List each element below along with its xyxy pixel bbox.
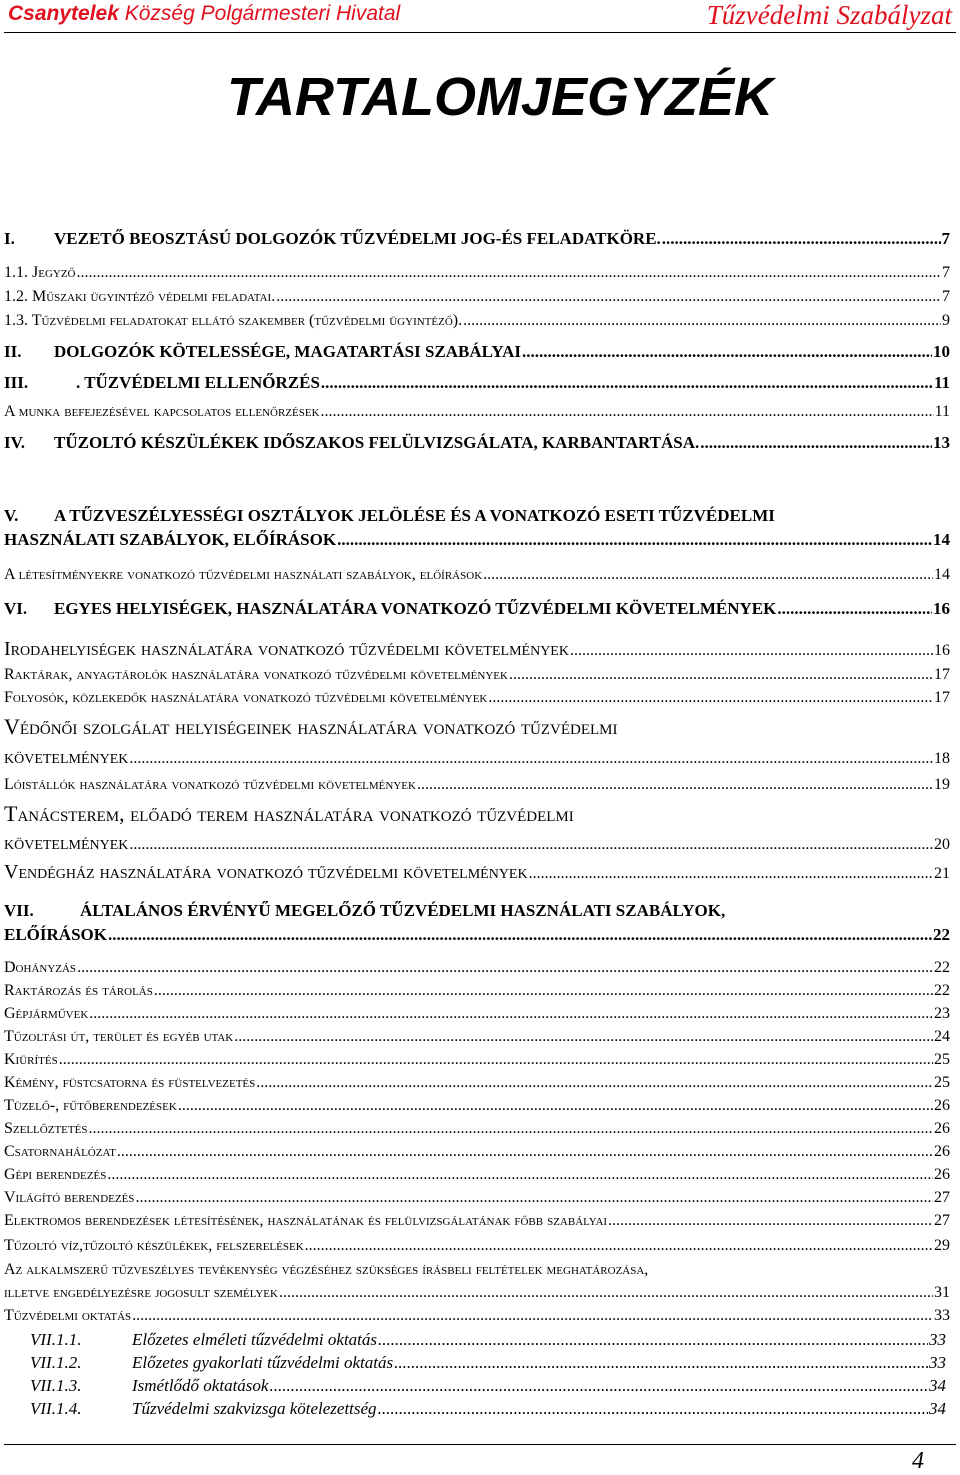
toc-entry[interactable]: Dohányzás ..... 22: [4, 959, 950, 977]
header-document-title: Tűzvédelmi Szabályzat: [706, 0, 952, 30]
header-organization: Csanytelek Község Polgármesteri Hivatal: [8, 2, 401, 25]
toc-entry[interactable]: 1.3. Tűzvédelmi feladatokat ellátó szakember (tűzvédelmi ügyintéző). ..... 9: [4, 312, 950, 330]
toc-entry[interactable]: HASZNÁLATI SZABÁLYOK, ELŐÍRÁSOK ..... 14: [4, 530, 950, 550]
page-number: 4: [912, 1448, 924, 1474]
toc-entry[interactable]: Raktározás és tárolás ..... 22: [4, 982, 950, 1000]
toc-entry[interactable]: Vendégház használatára vonatkozó tűzvédelmi követelmények ..... 21: [4, 861, 950, 884]
toc-entry[interactable]: követelmények ..... 18: [4, 746, 950, 769]
toc-entry[interactable]: III. . TŰZVÉDELMI ELLENŐRZÉS ..... 11: [4, 373, 950, 393]
toc-entry[interactable]: illetve engedélyezésre jogosult személyek ..... 31: [4, 1284, 950, 1302]
toc-entry[interactable]: Lóistállók használatára vonatkozó tűzvédelmi követelmények ..... 19: [4, 776, 950, 794]
toc-entry[interactable]: Tüzelő-, fűtőberendezések ..... 26: [4, 1097, 950, 1115]
toc-entry-line1: Védőnői szolgálat helyiségeinek használatára vonatkozó tűzvédelmi: [4, 714, 618, 739]
toc-entry[interactable]: Tűzoltó víz,tűzoltó készülékek, felszerelések ..... 29: [4, 1237, 950, 1255]
toc-entry-line1: V. A TŰZVESZÉLYESSÉGI OSZTÁLYOK JELÖLÉSE ÉS A VONATKOZÓ ESETI TŰZVÉDELMI: [4, 506, 775, 525]
toc-entry[interactable]: Kiürítés ..... 25: [4, 1051, 950, 1069]
page-header: [0, 0, 960, 30]
page-title: TARTALOMJEGYZÉK: [226, 67, 773, 127]
toc-entry[interactable]: VII.1.1. Előzetes elméleti tűzvédelmi oktatás ..... 33: [30, 1330, 946, 1350]
toc-entry[interactable]: Gépjárművek ..... 23: [4, 1005, 950, 1023]
toc-entry[interactable]: A létesítményekre vonatkozó tűzvédelmi használati szabályok, előírások ..... 14: [4, 566, 950, 584]
toc-entry[interactable]: Szellőztetés ..... 26: [4, 1120, 950, 1138]
toc-entry[interactable]: Irodahelyiségek használatára vonatkozó tűzvédelmi követelmények ..... 16: [4, 638, 950, 661]
toc-entry[interactable]: ELŐÍRÁSOK ..... 22: [4, 925, 950, 945]
toc-entry[interactable]: Raktárak, anyagtárolók használatára vonatkozó tűzvédelmi követelmények ..... 17: [4, 666, 950, 684]
toc-entry-line1: Tanácsterem, előadó terem használatára vonatkozó tűzvédelmi: [4, 801, 574, 826]
toc-entry[interactable]: VII.1.3. Ismétlődő oktatások ..... 34: [30, 1376, 946, 1396]
toc-entry[interactable]: Elektromos berendezések létesítésének, használatának és felülvizsgálatának főbb szabályai ..... 27: [4, 1212, 950, 1230]
toc-entry[interactable]: A munka befejezésével kapcsolatos ellenőrzések ..... 11: [4, 403, 950, 421]
toc-entry[interactable]: Csatornahálózat ..... 26: [4, 1143, 950, 1161]
toc-entry[interactable]: IV. TŰZOLTÓ KÉSZÜLÉKEK IDŐSZAKOS FELÜLVIZSGÁLATA, KARBANTARTÁSA. ..... 13: [4, 433, 950, 453]
toc-entry[interactable]: 1.2. Műszaki ügyintéző védelmi feladatai. ..... 7: [4, 288, 950, 306]
toc-entry[interactable]: VII.1.2. Előzetes gyakorlati tűzvédelmi oktatás ..... 33: [30, 1353, 946, 1373]
toc-entry[interactable]: követelmények ..... 20: [4, 832, 950, 855]
header-rule: [4, 32, 956, 33]
toc-entry[interactable]: Kémény, füstcsatorna és füstelvezetés ..... 25: [4, 1074, 950, 1092]
toc-entry[interactable]: VI. EGYES HELYISÉGEK, HASZNÁLATÁRA VONATKOZÓ TŰZVÉDELMI KÖVETELMÉNYEK ..... 16: [4, 599, 950, 619]
toc-entry[interactable]: I. VEZETŐ BEOSZTÁSÚ DOLGOZÓK TŰZVÉDELMI JOG-ÉS FELADATKÖRE. ..... 7: [4, 229, 950, 249]
toc-entry[interactable]: Folyosók, közlekedők használatára vonatkozó tűzvédelmi követelmények ..... 17: [4, 689, 950, 707]
toc-entry-line1: VII. ÁLTALÁNOS ÉRVÉNYŰ MEGELŐZŐ TŰZVÉDELMI HASZNÁLATI SZABÁLYOK,: [4, 901, 726, 920]
toc-entry[interactable]: Tűzoltási út, terület és egyéb utak ..... 24: [4, 1028, 950, 1046]
toc-entry[interactable]: VII.1.4. Tűzvédelmi szakvizsga kötelezettség ..... 34: [30, 1399, 946, 1419]
toc-entry[interactable]: Gépi berendezés ..... 26: [4, 1166, 950, 1184]
toc-entry[interactable]: 1.1. Jegyző ..... 7: [4, 264, 950, 282]
toc-entry[interactable]: Tűzvédelmi oktatás ..... 33: [4, 1307, 950, 1325]
toc-entry[interactable]: Világító berendezés ..... 27: [4, 1189, 950, 1207]
toc-entry[interactable]: II. DOLGOZÓK KÖTELESSÉGE, MAGATARTÁSI SZABÁLYAI ..... 10: [4, 342, 950, 362]
toc-entry-line1: Az alkalmszerű tűzveszélyes tevékenység végzéséhez szükséges írásbeli feltételek meghatározása,: [4, 1261, 649, 1278]
footer-rule: [4, 1444, 956, 1445]
